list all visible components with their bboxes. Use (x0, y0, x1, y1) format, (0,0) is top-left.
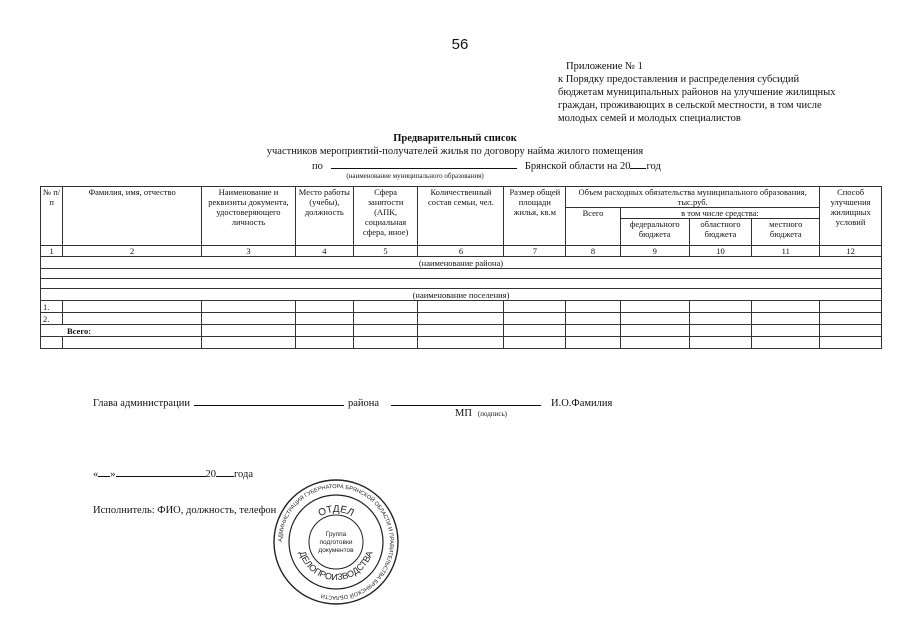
page-number: 56 (451, 36, 469, 53)
document-heading (240, 132, 670, 158)
header-work: Место работы (учебы), должность (296, 187, 354, 246)
col-number: 5 (353, 246, 418, 257)
stamp-ring-text: АДМИНИСТРАЦИЯ ГУБЕРНАТОРА БРЯНСКОЙ ОБЛАСТИ И ПРАВИТЕЛЬСТВА БРЯНСКОЙ ОБЛАСТИ (277, 483, 395, 601)
total-label: Всего: (41, 325, 202, 337)
seal-place (455, 408, 507, 419)
appendix-line: бюджетам муниципальных районов на улучшение жилищных (558, 87, 836, 98)
appendix-block (558, 60, 888, 125)
stamp-center-line: подготовки (319, 539, 353, 546)
date-close-quote: » (110, 469, 116, 480)
total-row (41, 325, 882, 337)
appendix-line: молодых семей и молодых специалистов (558, 113, 741, 124)
col-number: 10 (689, 246, 752, 257)
col-number: 4 (296, 246, 354, 257)
row-number: 1. (41, 301, 63, 313)
header-family: Количественный состав семьи, чел. (418, 187, 504, 246)
settlement-hint-row: (наименование поселения) (41, 289, 882, 301)
mp-label: МП (455, 408, 472, 419)
col-number: 3 (201, 246, 295, 257)
head-blank[interactable] (194, 394, 344, 406)
spacer-row (41, 269, 882, 279)
header-expenses: Объем расходных обязательства муниципального образования, тыс.руб. (566, 187, 820, 208)
appendix-line: к Порядку предоставления и распределения субсидий (558, 74, 800, 85)
header-local: местного бюджета (752, 219, 820, 246)
date-line (93, 465, 253, 480)
document-title: Предварительный список (393, 133, 517, 144)
col-number: 7 (504, 246, 566, 257)
header-sphere: Сфера занятости (АПК, социальная сфера, иное) (353, 187, 418, 246)
stamp-dept-top: ОТДЕЛ (316, 503, 356, 520)
municipality-blank[interactable] (331, 157, 517, 169)
appendix-line: граждан, проживающих в сельской местности, в том числе (558, 100, 822, 111)
district-word: района (347, 398, 379, 409)
executor-line: Исполнитель: ФИО, должность, телефон (93, 505, 277, 516)
header-method: Способ улучшения жилищных условий (820, 187, 882, 246)
col-number: 8 (566, 246, 621, 257)
region-text: Брянской области на 20 (524, 161, 631, 172)
header-regional: областного бюджета (689, 219, 752, 246)
header-total: Всего (566, 208, 621, 246)
col-number: 9 (620, 246, 689, 257)
year-blank[interactable] (630, 157, 646, 169)
signer-name: И.О.Фамилия (551, 398, 613, 409)
header-including: в том числе средства: (620, 208, 819, 219)
participants-table (40, 186, 882, 349)
header-document: Наименование и реквизиты документа, удостоверяющего личность (201, 187, 295, 246)
signature-line (93, 394, 612, 409)
head-label: Глава администрации (93, 398, 190, 409)
date-open-quote: « (93, 469, 99, 480)
year-word: года (234, 469, 253, 480)
day-blank[interactable] (98, 465, 110, 477)
office-stamp (272, 478, 400, 606)
sign-hint: (подпись) (477, 410, 507, 418)
municipality-line (312, 157, 661, 172)
spacer-row (41, 279, 882, 289)
document-subtitle: участников мероприятий-получателей жилья по договору найма жилого помещения (266, 146, 644, 157)
signature-blank[interactable] (391, 394, 541, 406)
date-century: 20 (205, 469, 216, 480)
header-federal: федерального бюджета (620, 219, 689, 246)
stamp-dept-bottom: ДЕЛОПРОИЗВОДСТВА (297, 549, 375, 583)
col-number: 12 (820, 246, 882, 257)
table-row (41, 301, 882, 313)
year-suffix: год (646, 161, 661, 172)
month-blank[interactable] (116, 465, 206, 477)
stamp-center-line: Группа (325, 531, 347, 538)
appendix-title: Приложение № 1 (566, 61, 643, 72)
col-number: 11 (752, 246, 820, 257)
header-name: Фамилия, имя, отчество (63, 187, 202, 246)
col-number: 1 (41, 246, 63, 257)
table-row (41, 313, 882, 325)
col-number: 6 (418, 246, 504, 257)
table-row (41, 337, 882, 349)
year-blank[interactable] (216, 465, 234, 477)
header-num: № п/ п (41, 187, 63, 246)
row-number: 2. (41, 313, 63, 325)
municipality-hint: (наименование муниципального образования) (346, 172, 484, 180)
header-area: Размер общей площади жилья, кв.м (504, 187, 566, 246)
po-word: по (312, 161, 323, 172)
district-hint-row: (наименование района) (41, 257, 882, 269)
stamp-center-line: документов (318, 547, 354, 554)
col-number: 2 (63, 246, 202, 257)
